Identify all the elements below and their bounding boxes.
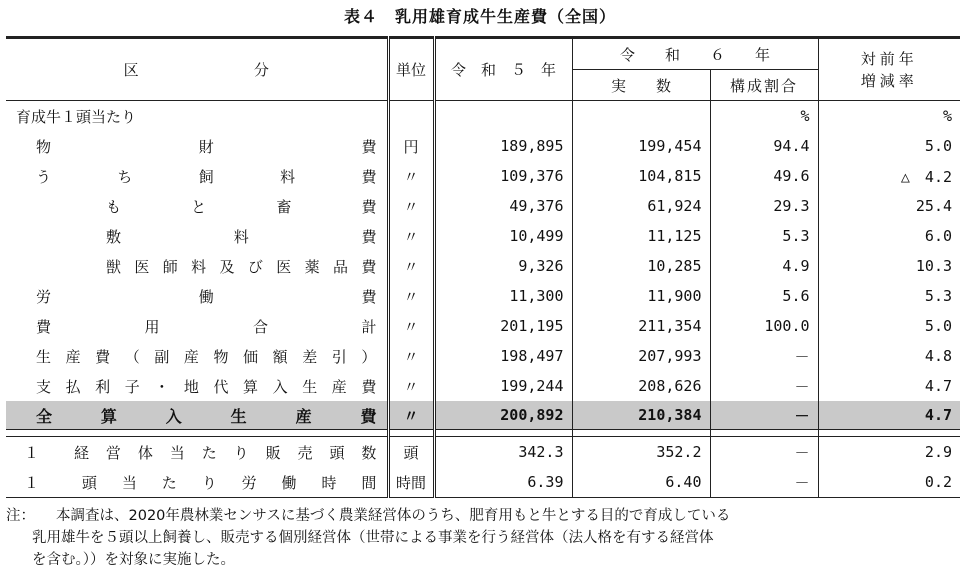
row-label-char: 算 xyxy=(100,406,117,426)
row-label-char: 獣 xyxy=(106,257,122,276)
row-label-char: 費 xyxy=(361,167,377,186)
section-row xyxy=(6,101,960,132)
row-label-chars xyxy=(6,316,387,337)
row-label xyxy=(6,467,388,498)
row-label-char: 費 xyxy=(36,317,52,336)
row-label-char: 入 xyxy=(272,377,288,396)
row-label-char: 地 xyxy=(183,377,199,396)
row-label-char: 額 xyxy=(272,347,288,366)
header-r6: 令 和 ６ 年 xyxy=(572,38,818,70)
table-row xyxy=(6,221,960,251)
row-unit: 時間 xyxy=(388,467,434,498)
row-r5: 342.3 xyxy=(434,437,572,468)
row-r5: 49,376 xyxy=(509,197,564,215)
note-line1: 本調査は、2020年農林業センサスに基づく農業経営体のうち、肥育用もと牛とする目的で育成している xyxy=(56,508,731,524)
row-label-char: 薬 xyxy=(304,257,320,276)
table-row-bottom xyxy=(6,437,960,468)
row-label-char: 差 xyxy=(302,347,318,366)
row-unit: 〃 xyxy=(388,251,434,281)
row-label-char: 価 xyxy=(243,347,259,366)
row-r6: 10,285 xyxy=(572,251,710,281)
row-label-char: 産 xyxy=(331,377,347,396)
row-label-char: 営 xyxy=(105,443,121,462)
row-label-char: 頭 xyxy=(81,473,97,492)
row-r6: 6.40 xyxy=(572,467,710,498)
row-label xyxy=(6,221,388,251)
row-yoy: 5.3 xyxy=(818,281,960,311)
row-unit: 〃 xyxy=(388,401,434,430)
row-ratio: 29.3 xyxy=(710,191,818,221)
row-label-char: 子 xyxy=(124,377,140,396)
row-label-char: た xyxy=(201,443,217,462)
row-label-prefix: １ xyxy=(24,443,40,462)
header-r5: 令 和 ５ 年 xyxy=(434,38,572,101)
header-kubun-right: 分 xyxy=(253,61,269,79)
cost-table-container xyxy=(6,36,960,498)
row-r5: 6.39 xyxy=(434,467,572,498)
row-label xyxy=(6,251,388,281)
row-r5: 200,892 xyxy=(434,401,572,430)
row-r6: 11,900 xyxy=(572,281,710,311)
row-unit: 〃 xyxy=(388,311,434,341)
row-r6: 210,384 xyxy=(572,401,710,430)
row-label-char: 働 xyxy=(198,287,214,306)
row-label-char: 費 xyxy=(95,347,111,366)
row-ratio: － xyxy=(710,467,818,498)
header-row-1 xyxy=(6,38,960,70)
row-yoy: 4.7 xyxy=(818,401,960,430)
row-label-chars xyxy=(6,136,387,157)
row-label-chars xyxy=(6,226,387,247)
table-row xyxy=(6,341,960,371)
row-unit: 〃 xyxy=(388,341,434,371)
row-label xyxy=(6,437,388,468)
row-label-char: 医 xyxy=(134,257,150,276)
row-r6: 199,454 xyxy=(572,131,710,161)
row-unit: 〃 xyxy=(388,221,434,251)
row-label-char: 用 xyxy=(144,317,160,336)
table-title: 表４ 乳用雄育成牛生産費（全国） xyxy=(343,7,616,26)
row-label-char: 費 xyxy=(360,406,377,426)
row-ratio: 4.9 xyxy=(710,251,818,281)
row-label-char: 費 xyxy=(361,257,377,276)
row-label xyxy=(6,281,388,311)
row-yoy: 5.0 xyxy=(818,131,960,161)
row-unit: 円 xyxy=(388,131,434,161)
row-r5: 109,376 xyxy=(500,167,564,185)
row-r5: 9,326 xyxy=(518,257,564,275)
header-unit: 単位 xyxy=(388,38,434,101)
header-kubun xyxy=(6,38,388,101)
row-label-char: 労 xyxy=(241,473,257,492)
row-label-chars xyxy=(6,442,387,463)
row-yoy: 25.4 xyxy=(818,191,960,221)
row-yoy: 0.2 xyxy=(818,467,960,498)
header-yoy-line2: 増減率 xyxy=(860,71,918,90)
header-kubun-left: 区 xyxy=(123,61,139,79)
row-ratio: 49.6 xyxy=(710,161,818,191)
row-label-char: 産 xyxy=(183,347,199,366)
row-label-chars xyxy=(6,404,387,427)
row-label-char: 及 xyxy=(219,257,235,276)
row-label-char: 料 xyxy=(233,227,249,246)
highlight-row xyxy=(6,401,960,430)
row-yoy: 2.9 xyxy=(818,437,960,468)
spacer-row xyxy=(6,430,960,437)
note-line2: 乳用雄牛を５頭以上飼養し、販売する個別経営体（世帯による事業を行う経営体（法人格を有する経営体 xyxy=(32,530,714,546)
row-label-char: 品 xyxy=(333,257,349,276)
row-label-char: 費 xyxy=(361,377,377,396)
row-label-chars xyxy=(6,472,387,493)
row-r6: 11,125 xyxy=(572,221,710,251)
table-row xyxy=(6,311,960,341)
row-label-char: と xyxy=(191,197,207,216)
row-label-char: 体 xyxy=(137,443,153,462)
row-label-char: 数 xyxy=(361,443,377,462)
row-label-char: （ xyxy=(124,347,140,366)
row-r5: 11,300 xyxy=(509,287,564,305)
row-unit: 〃 xyxy=(388,281,434,311)
row-label-char: 師 xyxy=(162,257,178,276)
header-yoy-line1: 対前年 xyxy=(860,49,918,68)
row-label-char: 産 xyxy=(295,406,312,426)
row-r6: 211,354 xyxy=(572,311,710,341)
row-ratio: － xyxy=(710,341,818,371)
row-label-chars xyxy=(6,286,387,307)
row-ratio: 5.3 xyxy=(710,221,818,251)
row-label-char: 産 xyxy=(65,347,81,366)
row-label-char: 間 xyxy=(361,473,377,492)
row-r5: 199,244 xyxy=(500,377,564,395)
row-label-char: び xyxy=(247,257,263,276)
row-yoy: △ 4.2 xyxy=(818,161,960,191)
table-row xyxy=(6,251,960,281)
row-label-char: 料 xyxy=(280,167,296,186)
row-label xyxy=(6,161,388,191)
row-label-char: 販 xyxy=(265,443,281,462)
row-label-char: 生 xyxy=(36,347,52,366)
row-label-char: ち xyxy=(117,167,133,186)
row-label xyxy=(6,341,388,371)
row-r5: 10,499 xyxy=(509,227,564,245)
row-ratio: － xyxy=(710,371,818,401)
header-r6-ratio: 構成割合 xyxy=(710,70,818,101)
row-label-char: 経 xyxy=(73,443,89,462)
row-label-char: 物 xyxy=(213,347,229,366)
row-label-char: 当 xyxy=(169,443,185,462)
cost-table xyxy=(6,36,960,498)
row-label-char: 副 xyxy=(154,347,170,366)
row-ratio: － xyxy=(710,437,818,468)
table-body xyxy=(6,101,960,498)
table-row xyxy=(6,281,960,311)
row-label-char: 医 xyxy=(276,257,292,276)
row-label-char: 全 xyxy=(36,406,53,426)
row-label-char: 入 xyxy=(165,406,182,426)
row-ratio: － xyxy=(710,401,818,430)
row-label-char: 費 xyxy=(361,227,377,246)
row-ratio: 94.4 xyxy=(710,131,818,161)
table-row xyxy=(6,131,960,161)
row-label-char: り xyxy=(201,473,217,492)
row-label xyxy=(6,371,388,401)
row-r5: 189,895 xyxy=(500,137,564,155)
row-ratio: 100.0 xyxy=(710,311,818,341)
row-label-char: 財 xyxy=(198,137,214,156)
row-label-chars xyxy=(6,376,387,397)
row-label-chars xyxy=(6,166,387,187)
row-label-char: 支 xyxy=(36,377,52,396)
row-label-char: 頭 xyxy=(329,443,345,462)
row-label-char: 畜 xyxy=(276,197,292,216)
row-unit: 頭 xyxy=(388,437,434,468)
row-label-char: 算 xyxy=(243,377,259,396)
row-label-char: 料 xyxy=(191,257,207,276)
row-label-char: 計 xyxy=(361,317,377,336)
row-r5: 201,195 xyxy=(500,317,564,335)
note-line3: を含む。））を対象に実施した。 xyxy=(32,552,235,568)
row-label-char: 費 xyxy=(361,197,377,216)
row-label-char: ・ xyxy=(154,377,170,396)
pct-ratio: % xyxy=(710,101,818,132)
row-unit: 〃 xyxy=(388,191,434,221)
row-label-char: り xyxy=(233,443,249,462)
row-label-char: 合 xyxy=(252,317,268,336)
row-yoy: 5.0 xyxy=(818,311,960,341)
pct-yoy: % xyxy=(818,101,960,132)
row-label-char: 売 xyxy=(297,443,313,462)
row-r6: 61,924 xyxy=(572,191,710,221)
table-row-bottom xyxy=(6,467,960,498)
row-label xyxy=(6,131,388,161)
row-label-char: う xyxy=(36,167,52,186)
row-yoy: 4.7 xyxy=(818,371,960,401)
table-row xyxy=(6,161,960,191)
table-row xyxy=(6,371,960,401)
row-label-char: 費 xyxy=(361,287,377,306)
row-unit: 〃 xyxy=(388,161,434,191)
row-label-char: 時 xyxy=(321,473,337,492)
row-label-char: 代 xyxy=(213,377,229,396)
row-label-char: 飼 xyxy=(198,167,214,186)
row-unit: 〃 xyxy=(388,371,434,401)
row-r6: 104,815 xyxy=(572,161,710,191)
row-label-char: 生 xyxy=(302,377,318,396)
row-r6: 207,993 xyxy=(572,341,710,371)
row-label-chars xyxy=(6,346,387,367)
row-label-char: 利 xyxy=(95,377,111,396)
header-yoy xyxy=(818,38,960,101)
row-label-char: 引 xyxy=(331,347,347,366)
row-label-char: 当 xyxy=(121,473,137,492)
row-label-char: 労 xyxy=(36,287,52,306)
row-label-chars xyxy=(6,196,387,217)
row-label xyxy=(6,191,388,221)
row-label-char: 払 xyxy=(65,377,81,396)
note-label: 注： xyxy=(6,508,35,524)
table-row xyxy=(6,191,960,221)
row-label-char: 生 xyxy=(230,406,247,426)
row-label-char: ） xyxy=(361,347,377,366)
header-r6-actual: 実 数 xyxy=(572,70,710,101)
row-r6: 208,626 xyxy=(572,371,710,401)
row-yoy: 10.3 xyxy=(818,251,960,281)
row-label-char: 物 xyxy=(36,137,52,156)
row-label-prefix: １ xyxy=(24,473,40,492)
row-label-char: 費 xyxy=(361,137,377,156)
row-label-char: も xyxy=(106,197,122,216)
row-label-char: た xyxy=(161,473,177,492)
footnote xyxy=(6,505,956,571)
row-label xyxy=(6,311,388,341)
row-label-char: 敷 xyxy=(106,227,122,246)
row-label xyxy=(6,401,388,430)
row-yoy: 4.8 xyxy=(818,341,960,371)
row-label-chars xyxy=(6,256,387,277)
row-label-char: 働 xyxy=(281,473,297,492)
row-r5: 198,497 xyxy=(500,347,564,365)
row-ratio: 5.6 xyxy=(710,281,818,311)
row-r6: 352.2 xyxy=(572,437,710,468)
section-label: 育成牛１頭当たり xyxy=(6,101,388,132)
row-yoy: 6.0 xyxy=(818,221,960,251)
